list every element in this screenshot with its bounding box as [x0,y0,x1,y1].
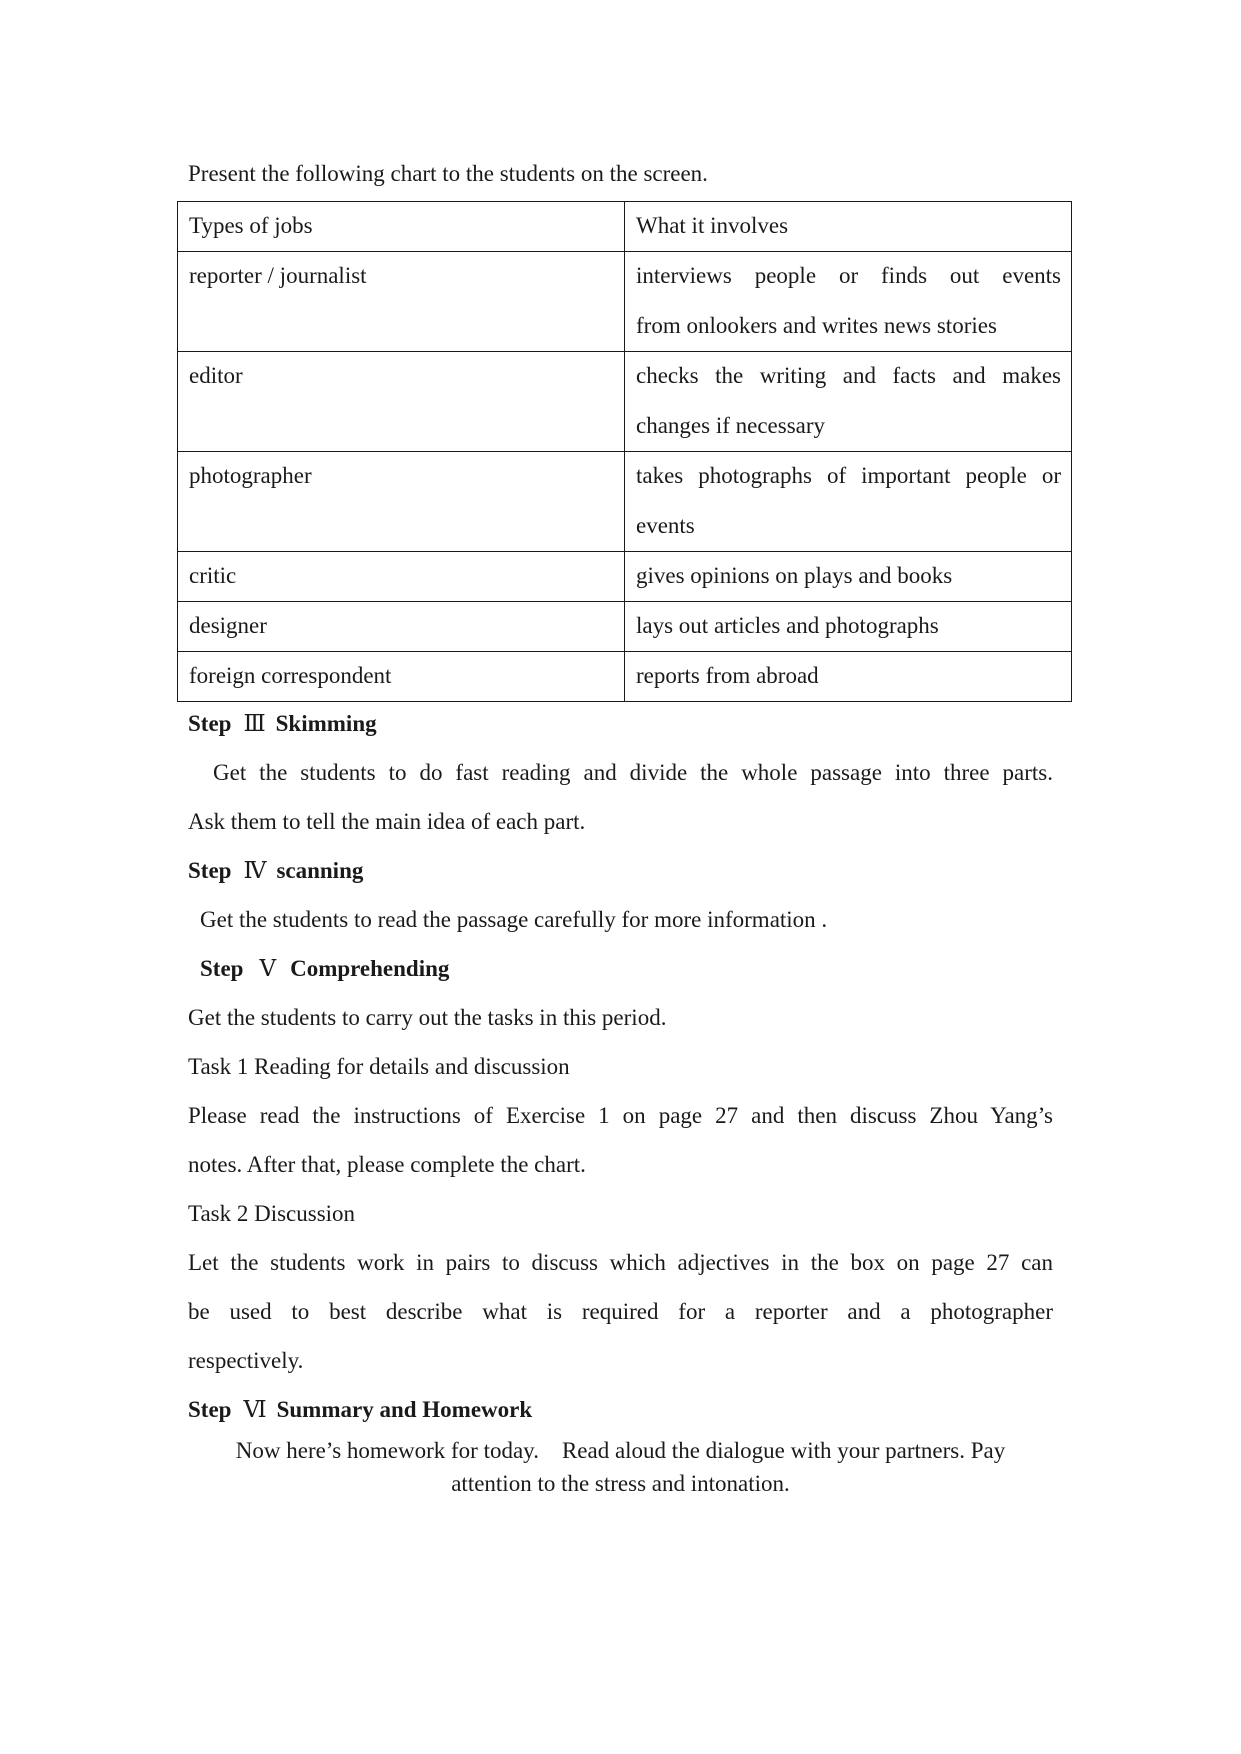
task-2-text-line-3: respectively. [188,1348,304,1373]
description-cell: lays out articles and photographs [625,602,1072,652]
description-cell: reports from abroad [625,652,1072,702]
job-cell: critic [178,552,625,602]
job-cell: foreign correspondent [178,652,625,702]
job-cell: reporter / journalist [178,252,625,352]
table-row [178,352,1072,452]
table-row [178,602,1072,652]
step-5-text: Get the students to carry out the tasks in this period. [188,1005,667,1030]
task-2-text-line-1: Let the students work in pairs to discuss which adjectives in the box on page 27 can [188,1250,1053,1275]
step-3-heading: Step Ⅲ Skimming [188,711,377,736]
step-6-heading: Step Ⅵ Summary and Homework [188,1397,533,1422]
table-row [178,552,1072,602]
table-row [178,452,1072,552]
description-cell: gives opinions on plays and books [625,552,1072,602]
step-4-heading: Step Ⅳ scanning [188,858,364,883]
description-cell: checks the writing and facts and makes changes if necessary [625,352,1072,452]
job-cell: photographer [178,452,625,552]
header-types-of-jobs: Types of jobs [178,202,625,252]
task-1-title: Task 1 Reading for details and discussion [188,1054,570,1079]
job-cell: designer [178,602,625,652]
table-row [178,252,1072,352]
homework-line-2: attention to the stress and intonation. [451,1471,790,1496]
description-cell: interviews people or finds out events from onlookers and writes news stories [625,252,1072,352]
step-3-text-line-1: Get the students to do fast reading and divide the whole passage into three parts. [213,760,1053,785]
job-cell: editor [178,352,625,452]
header-what-it-involves: What it involves [625,202,1072,252]
homework-line-1: Now here’s homework for today. Read aloud the dialogue with your partners. Pay [235,1438,1006,1463]
task-2-title: Task 2 Discussion [188,1201,356,1226]
task-1-text-line-1: Please read the instructions of Exercise 1 on page 27 and then discuss Zhou Yang’s [188,1103,1053,1128]
table-row [178,652,1072,702]
jobs-chart [177,201,1072,702]
task-1-text-line-2: notes. After that, please complete the chart. [188,1152,586,1177]
task-2-text-line-2: be used to best describe what is required for a reporter and a photographer [188,1299,1053,1324]
step-5-heading: Step Ⅴ Comprehending [200,956,450,981]
table-header-row [178,202,1072,252]
step-4-text: Get the students to read the passage carefully for more information . [200,907,828,932]
step-3-text-line-2: Ask them to tell the main idea of each part. [188,809,586,834]
chart-intro: Present the following chart to the students on the screen. [188,161,708,186]
description-cell: takes photographs of important people or events [625,452,1072,552]
